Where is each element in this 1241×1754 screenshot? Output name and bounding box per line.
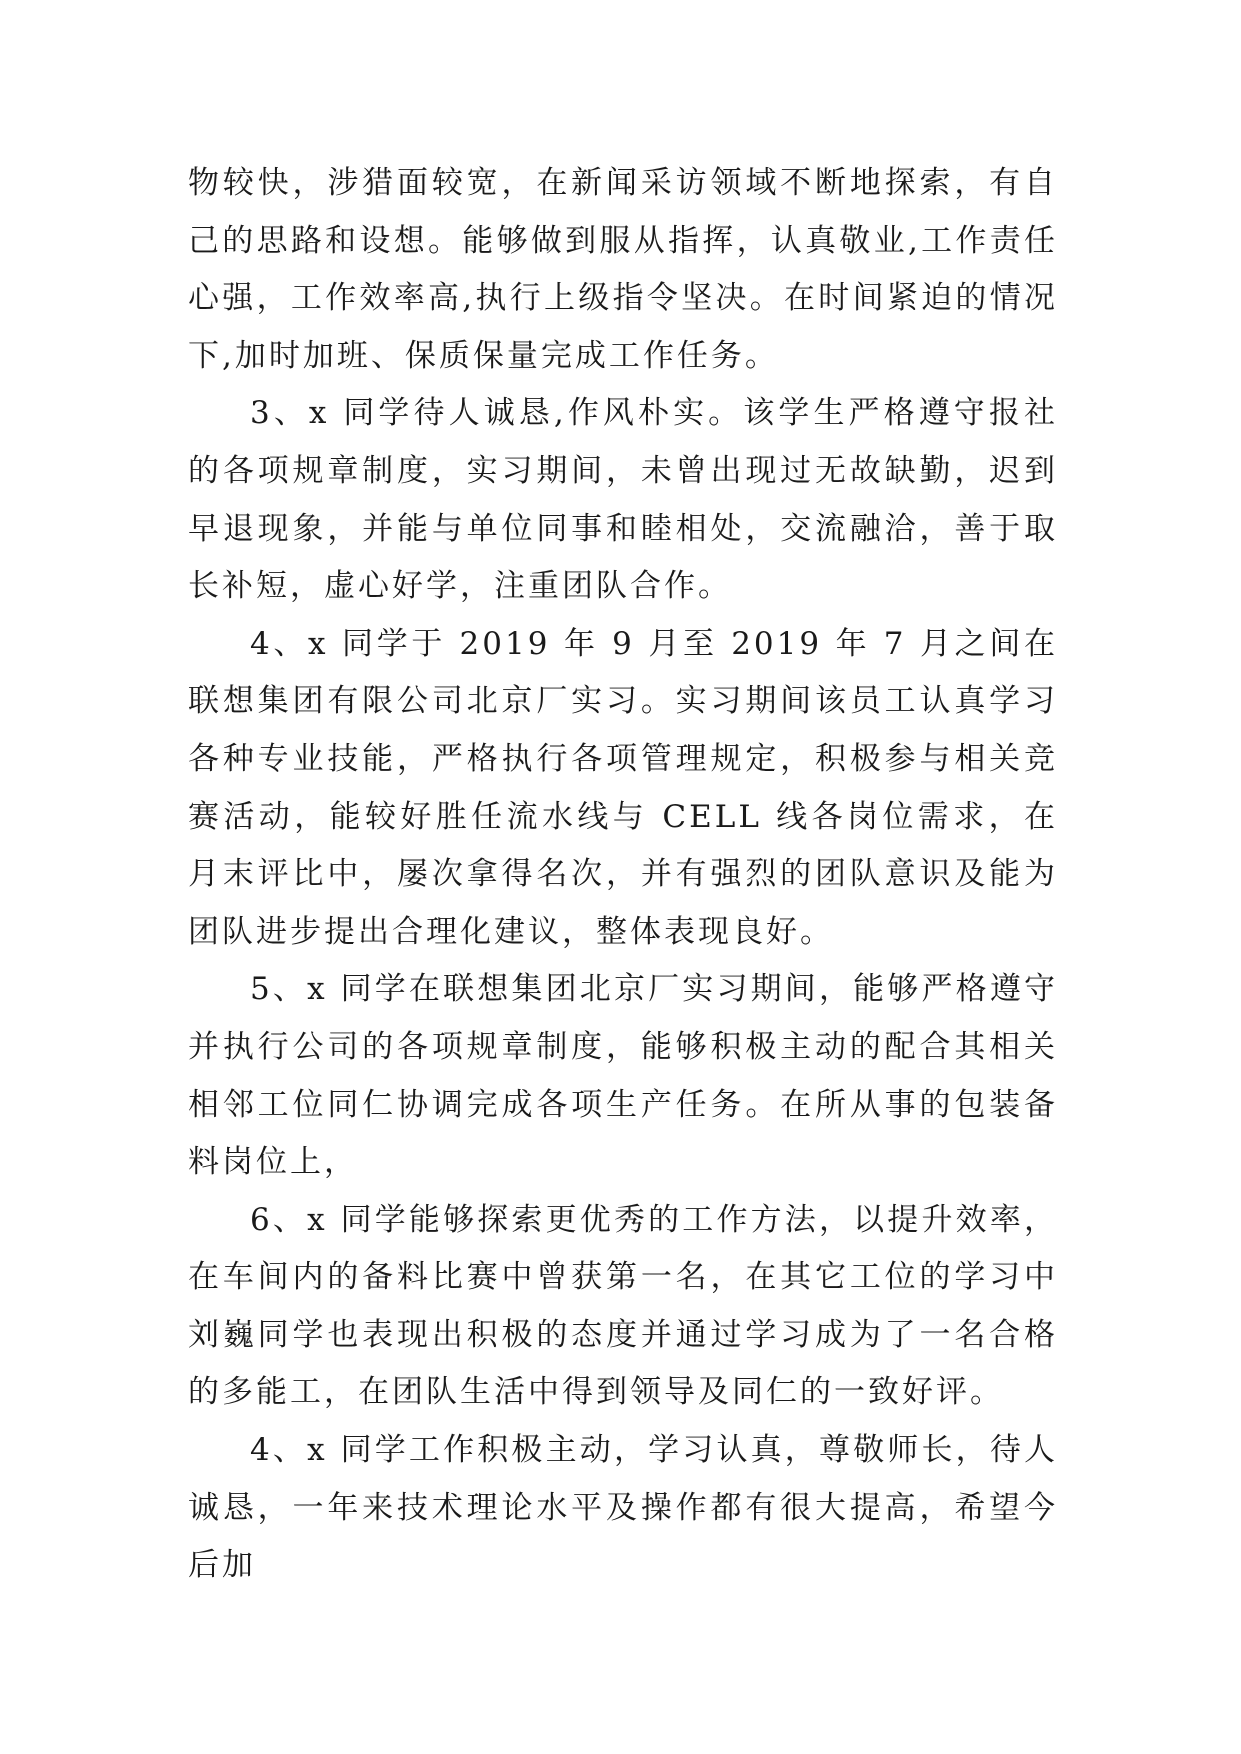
paragraph-item-3: 3、x 同学待人诚恳,作风朴实。该学生严格遵守报社的各项规章制度，实习期间，未曾出现过无故缺勤，迟到早退现象，并能与单位同事和睦相处，交流融洽，善于取长补短，虚心好学，注重团队合作。: [188, 395, 1058, 605]
paragraph-item-6: 6、x 同学能够探索更优秀的工作方法，以提升效率，在车间内的备料比赛中曾获第一名，在其它工位的学习中刘巍同学也表现出积极的态度并通过学习成为了一名合格的多能工，在团队生活中得到领导及同仁的一致好评。: [188, 1201, 1058, 1411]
paragraph-item-4b: 4、x 同学工作积极主动，学习认真，尊敬师长，待人诚恳，一年来技术理论水平及操作都有很大提高，希望今后加: [188, 1432, 1058, 1584]
paragraph-item-4: 4、x 同学于 2019 年 9 月至 2019 年 7 月之间在联想集团有限公司北京厂实习。实习期间该员工认真学习各种专业技能，严格执行各项管理规定，积极参与相关竞赛活动，能较好胜任流水线与 CELL 线各岗位需求，在月末评比中，屡次拿得名次，并有强烈的团队意识及能为团队进步提出合理化建议，整体表现良好。: [188, 625, 1058, 950]
paragraph-continuation: 物较快，涉猎面较宽，在新闻采访领域不断地探索，有自己的思路和设想。能够做到服从指挥，认真敬业,工作责任心强，工作效率高,执行上级指令坚决。在时间紧迫的情况下,加时加班、保质保量完成工作任务。: [188, 165, 1058, 374]
paragraph-item-5: 5、x 同学在联想集团北京厂实习期间，能够严格遵守并执行公司的各项规章制度，能够积极主动的配合其相关相邻工位同仁协调完成各项生产任务。在所从事的包装备料岗位上，: [188, 971, 1058, 1181]
document-body: [188, 155, 1058, 1595]
